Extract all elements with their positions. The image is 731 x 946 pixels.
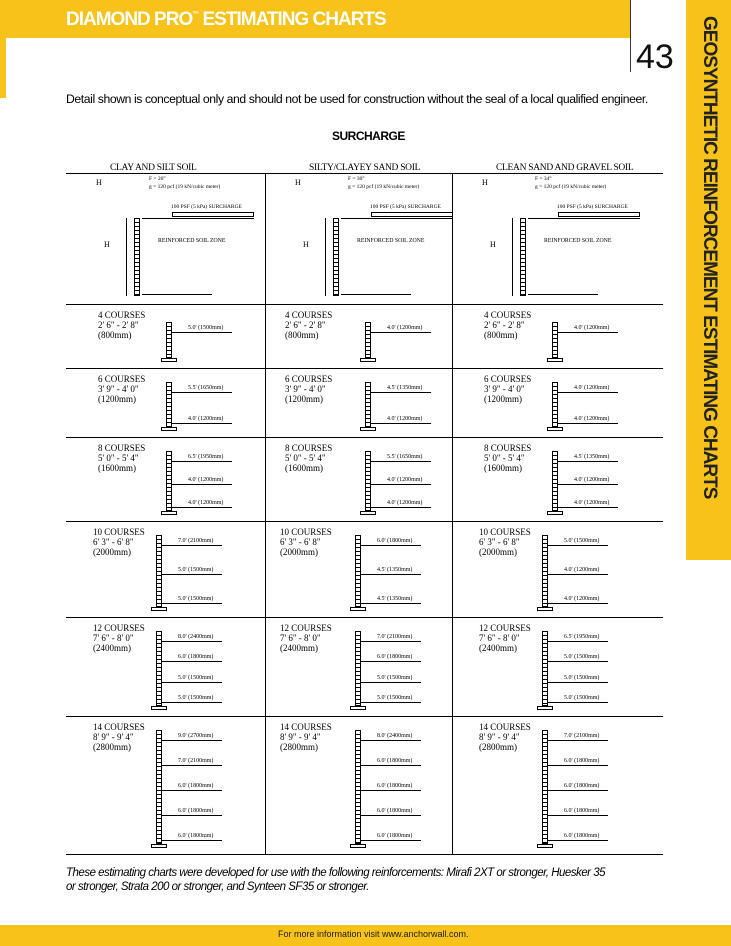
density-label: g = 120 pcf (19 kN/cubic meter)	[535, 184, 607, 190]
grid-line	[66, 437, 663, 438]
wall-section	[333, 218, 339, 296]
wall-footing	[537, 706, 553, 710]
wall-section	[166, 382, 172, 427]
geogrid-length: 5.0' (1500mm)	[377, 695, 413, 701]
row-height-metric: (1200mm)	[484, 394, 522, 404]
geogrid-length: 4.0' (1200mm)	[387, 477, 423, 483]
geogrid-layer	[162, 661, 222, 662]
row-courses: 12 COURSES	[479, 623, 531, 633]
geogrid-layer	[162, 641, 222, 642]
row-height-range: 7' 6" - 8' 0"	[280, 633, 321, 643]
geogrid-length: 5.0' (1500mm)	[178, 596, 214, 602]
reinforced-zone-base	[528, 294, 598, 295]
geogrid-length: 6.0' (1800mm)	[564, 808, 600, 814]
row-courses: 10 COURSES	[479, 527, 531, 537]
geogrid-length: 5.5' (1650mm)	[387, 454, 423, 460]
grid-line	[66, 854, 663, 855]
row-height-metric: (800mm)	[484, 330, 518, 340]
geogrid-layer	[172, 461, 232, 462]
geogrid-length: 4.0' (1200mm)	[188, 477, 224, 483]
geogrid-length: 6.0' (1800mm)	[564, 833, 600, 839]
surcharge-label: 100 PSF (5 kPa) SURCHARGE	[557, 204, 628, 210]
friction-label: F = 34°	[535, 176, 552, 182]
row-height-range: 7' 6" - 8' 0"	[479, 633, 520, 643]
geogrid-layer	[558, 461, 618, 462]
geogrid-layer	[361, 603, 421, 604]
row-height-range: 7' 6" - 8' 0"	[93, 633, 134, 643]
grid-line	[66, 368, 663, 369]
geogrid-length: 5.0' (1500mm)	[178, 567, 214, 573]
geogrid-length: 6.0' (1800mm)	[377, 833, 413, 839]
geogrid-layer	[162, 790, 222, 791]
friction-label: F = 30°	[348, 176, 365, 182]
row-courses: 8 COURSES	[285, 443, 333, 453]
wall-footing	[350, 844, 366, 848]
header-accent	[0, 38, 6, 98]
column-header: SILTY/CLAYEY SAND SOIL	[309, 163, 421, 173]
wall-footing	[547, 427, 563, 431]
geogrid-length: 5.0' (1500mm)	[178, 695, 214, 701]
page-number: 43	[636, 38, 674, 76]
geogrid-layer	[361, 765, 421, 766]
geogrid-layer	[548, 840, 608, 841]
height-label: H	[96, 178, 102, 187]
height-dimension	[512, 218, 513, 296]
geogrid-length: 4.0' (1200mm)	[574, 385, 610, 391]
row-height-metric: (2400mm)	[93, 643, 131, 653]
row-height-metric: (1600mm)	[484, 463, 522, 473]
geogrid-layer	[548, 765, 608, 766]
row-height-metric: (2000mm)	[93, 547, 131, 557]
geogrid-length: 6.0' (1800mm)	[377, 538, 413, 544]
row-height-metric: (2400mm)	[280, 643, 318, 653]
geogrid-layer	[558, 332, 618, 333]
geogrid-length: 7.0' (2100mm)	[377, 634, 413, 640]
grid-line	[66, 173, 663, 174]
wall-footing	[350, 607, 366, 611]
geogrid-layer	[548, 603, 608, 604]
geogrid-length: 4.5' (1350mm)	[574, 454, 610, 460]
geogrid-length: 4.0' (1200mm)	[574, 477, 610, 483]
row-height-range: 2' 6" - 2' 8"	[484, 320, 525, 330]
geogrid-length: 4.0' (1200mm)	[564, 596, 600, 602]
row-height-range: 6' 3" - 6' 8"	[93, 537, 134, 547]
geogrid-length: 4.0' (1200mm)	[387, 325, 423, 331]
geogrid-layer	[172, 332, 232, 333]
header-divider	[630, 0, 631, 72]
surcharge-label: 100 PSF (5 kPa) SURCHARGE	[171, 204, 242, 210]
geogrid-layer	[548, 740, 608, 741]
wall-footing	[161, 427, 177, 431]
wall-footing	[537, 607, 553, 611]
wall-section	[552, 451, 558, 511]
footer-text: For more information visit www.anchorwall.com.	[278, 929, 469, 939]
geogrid-length: 7.0' (2100mm)	[178, 538, 214, 544]
surcharge-load	[172, 212, 254, 217]
wall-section	[156, 631, 162, 706]
geogrid-length: 8.0' (2400mm)	[377, 733, 413, 739]
surcharge-label: 100 PSF (5 kPa) SURCHARGE	[370, 204, 441, 210]
geogrid-layer	[548, 790, 608, 791]
grid-line	[66, 716, 663, 717]
height-label: H	[303, 240, 309, 249]
wall-footing	[151, 844, 167, 848]
wall-section	[552, 322, 558, 358]
density-label: g = 120 pcf (19 kN/cubic meter)	[348, 184, 420, 190]
grid-line	[66, 521, 663, 522]
wall-footing	[350, 706, 366, 710]
geogrid-layer	[548, 815, 608, 816]
geogrid-layer	[371, 423, 431, 424]
wall-section	[552, 382, 558, 427]
wall-footing	[360, 427, 376, 431]
column-header: CLEAN SAND AND GRAVEL SOIL	[496, 163, 634, 173]
surcharge-load	[558, 212, 640, 217]
row-height-metric: (2800mm)	[93, 742, 131, 752]
height-label: H	[295, 178, 301, 187]
row-height-metric: (2000mm)	[280, 547, 318, 557]
reinforced-zone-base	[341, 294, 411, 295]
reinforced-zone-label: REINFORCED SOIL ZONE	[544, 238, 612, 244]
wall-section	[134, 218, 140, 296]
geogrid-layer	[371, 332, 431, 333]
geogrid-layer	[371, 507, 431, 508]
geogrid-layer	[558, 507, 618, 508]
geogrid-length: 4.5' (1350mm)	[377, 567, 413, 573]
geogrid-length: 6.0' (1800mm)	[377, 808, 413, 814]
geogrid-length: 6.0' (1800mm)	[178, 654, 214, 660]
row-courses: 10 COURSES	[93, 527, 145, 537]
reinforced-zone-top	[528, 218, 640, 219]
geogrid-length: 4.0' (1200mm)	[188, 500, 224, 506]
geogrid-length: 4.0' (1200mm)	[387, 416, 423, 422]
geogrid-layer	[548, 545, 608, 546]
row-height-metric: (1600mm)	[98, 463, 136, 473]
geogrid-length: 6.0' (1800mm)	[377, 783, 413, 789]
geogrid-layer	[371, 392, 431, 393]
wall-footing	[161, 511, 177, 515]
row-height-range: 3' 9" - 4' 0"	[98, 384, 139, 394]
row-courses: 14 COURSES	[280, 722, 332, 732]
geogrid-length: 6.0' (1800mm)	[178, 783, 214, 789]
geogrid-length: 7.0' (2100mm)	[178, 758, 214, 764]
geogrid-layer	[361, 545, 421, 546]
height-label: H	[490, 240, 496, 249]
reinforced-zone-label: REINFORCED SOIL ZONE	[158, 238, 226, 244]
wall-section	[520, 218, 526, 296]
row-height-range: 5' 0" - 5' 4"	[98, 453, 139, 463]
row-courses: 12 COURSES	[93, 623, 145, 633]
geogrid-layer	[361, 641, 421, 642]
geogrid-length: 6.0' (1800mm)	[564, 783, 600, 789]
geogrid-length: 4.0' (1200mm)	[188, 416, 224, 422]
reinforced-zone-top	[142, 218, 254, 219]
row-height-metric: (800mm)	[98, 330, 132, 340]
row-courses: 6 COURSES	[484, 374, 532, 384]
row-courses: 8 COURSES	[484, 443, 532, 453]
footnote: These estimating charts were developed for use with the following reinforcements: Mirafi 2XT or stronger, Huesker 35 or stronger, Strata 200 or stronger, and Synteen SF35 or stronger.	[66, 867, 606, 893]
geogrid-layer	[371, 461, 431, 462]
geogrid-length: 5.0' (1500mm)	[377, 675, 413, 681]
row-height-range: 2' 6" - 2' 8"	[285, 320, 326, 330]
row-height-metric: (1600mm)	[285, 463, 323, 473]
geogrid-layer	[361, 790, 421, 791]
geogrid-layer	[361, 574, 421, 575]
grid-line	[265, 173, 266, 854]
geogrid-layer	[162, 815, 222, 816]
geogrid-layer	[558, 392, 618, 393]
geogrid-layer	[361, 740, 421, 741]
geogrid-length: 4.0' (1200mm)	[387, 500, 423, 506]
wall-footing	[151, 706, 167, 710]
geogrid-length: 5.0' (1500mm)	[564, 675, 600, 681]
geogrid-layer	[361, 702, 421, 703]
disclaimer-text: Detail shown is conceptual only and should not be used for construction without the seal of a local qualified engineer.	[66, 92, 648, 106]
density-label: g = 120 pcf (19 kN/cubic meter)	[149, 184, 221, 190]
wall-footing	[547, 511, 563, 515]
side-tab-label: GEOSYNTHETIC REINFORCEMENT ESTIMATING CHARTS	[699, 16, 720, 499]
row-courses: 6 COURSES	[285, 374, 333, 384]
geogrid-length: 4.0' (1200mm)	[574, 325, 610, 331]
geogrid-layer	[371, 484, 431, 485]
wall-footing	[360, 511, 376, 515]
row-height-range: 8' 9" - 9' 4"	[93, 732, 134, 742]
geogrid-layer	[361, 661, 421, 662]
row-courses: 4 COURSES	[98, 310, 146, 320]
wall-footing	[547, 358, 563, 362]
height-dimension	[126, 218, 127, 296]
geogrid-layer	[162, 574, 222, 575]
row-height-range: 5' 0" - 5' 4"	[285, 453, 326, 463]
geogrid-layer	[162, 682, 222, 683]
geogrid-layer	[548, 682, 608, 683]
row-height-metric: (2000mm)	[479, 547, 517, 557]
wall-section	[156, 730, 162, 844]
wall-section	[355, 631, 361, 706]
geogrid-layer	[361, 682, 421, 683]
row-height-range: 6' 3" - 6' 8"	[479, 537, 520, 547]
geogrid-layer	[162, 765, 222, 766]
geogrid-layer	[361, 815, 421, 816]
geogrid-length: 5.0' (1500mm)	[178, 675, 214, 681]
row-height-metric: (1200mm)	[98, 394, 136, 404]
wall-section	[365, 451, 371, 511]
geogrid-layer	[548, 574, 608, 575]
row-height-range: 2' 6" - 2' 8"	[98, 320, 139, 330]
row-height-range: 8' 9" - 9' 4"	[280, 732, 321, 742]
geogrid-layer	[172, 392, 232, 393]
chart-title: SURCHARGE	[332, 129, 405, 143]
wall-section	[542, 631, 548, 706]
grid-line	[452, 173, 453, 854]
geogrid-length: 6.5' (1950mm)	[188, 454, 224, 460]
row-height-range: 3' 9" - 4' 0"	[484, 384, 525, 394]
row-height-metric: (2800mm)	[280, 742, 318, 752]
row-courses: 8 COURSES	[98, 443, 146, 453]
row-courses: 4 COURSES	[285, 310, 333, 320]
geogrid-length: 6.0' (1800mm)	[178, 808, 214, 814]
height-dimension	[325, 218, 326, 296]
row-height-metric: (2800mm)	[479, 742, 517, 752]
geogrid-layer	[162, 603, 222, 604]
row-courses: 4 COURSES	[484, 310, 532, 320]
geogrid-length: 5.0' (1500mm)	[188, 325, 224, 331]
geogrid-length: 6.0' (1800mm)	[564, 758, 600, 764]
geogrid-layer	[162, 840, 222, 841]
height-label: H	[104, 240, 110, 249]
geogrid-layer	[162, 740, 222, 741]
row-height-range: 8' 9" - 9' 4"	[479, 732, 520, 742]
row-courses: 14 COURSES	[479, 722, 531, 732]
geogrid-layer	[361, 840, 421, 841]
row-height-range: 6' 3" - 6' 8"	[280, 537, 321, 547]
geogrid-length: 5.0' (1500mm)	[564, 654, 600, 660]
geogrid-length: 6.0' (1800mm)	[377, 654, 413, 660]
wall-section	[542, 730, 548, 844]
wall-footing	[161, 358, 177, 362]
geogrid-length: 6.5' (1950mm)	[564, 634, 600, 640]
row-height-range: 5' 0" - 5' 4"	[484, 453, 525, 463]
estimating-chart	[66, 126, 663, 854]
reinforced-zone-label: REINFORCED SOIL ZONE	[357, 238, 425, 244]
reinforced-zone-base	[142, 294, 212, 295]
geogrid-length: 6.0' (1800mm)	[377, 758, 413, 764]
geogrid-length: 8.0' (2400mm)	[178, 634, 214, 640]
geogrid-length: 4.0' (1200mm)	[574, 416, 610, 422]
geogrid-layer	[548, 661, 608, 662]
column-header: CLAY AND SILT SOIL	[110, 163, 197, 173]
row-courses: 14 COURSES	[93, 722, 145, 732]
row-courses: 10 COURSES	[280, 527, 332, 537]
wall-section	[355, 730, 361, 844]
wall-section	[166, 451, 172, 511]
surcharge-load	[371, 212, 453, 217]
geogrid-length: 5.0' (1500mm)	[564, 538, 600, 544]
geogrid-length: 4.0' (1200mm)	[574, 500, 610, 506]
geogrid-length: 4.5' (1350mm)	[377, 596, 413, 602]
geogrid-layer	[548, 702, 608, 703]
geogrid-layer	[162, 545, 222, 546]
geogrid-layer	[172, 507, 232, 508]
geogrid-length: 4.0' (1200mm)	[564, 567, 600, 573]
wall-section	[365, 382, 371, 427]
geogrid-layer	[558, 423, 618, 424]
geogrid-length: 9.0' (2700mm)	[178, 733, 214, 739]
wall-section	[166, 322, 172, 358]
grid-line	[66, 617, 663, 618]
geogrid-layer	[558, 484, 618, 485]
geogrid-layer	[162, 702, 222, 703]
geogrid-layer	[548, 641, 608, 642]
geogrid-length: 7.0' (2100mm)	[564, 733, 600, 739]
row-courses: 12 COURSES	[280, 623, 332, 633]
geogrid-length: 4.5' (1350mm)	[387, 385, 423, 391]
friction-label: F = 26°	[149, 176, 166, 182]
wall-footing	[151, 607, 167, 611]
wall-footing	[360, 358, 376, 362]
geogrid-layer	[172, 484, 232, 485]
wall-footing	[537, 844, 553, 848]
page-title: DIAMOND PRO™ ESTIMATING CHARTS	[66, 9, 386, 30]
row-height-metric: (1200mm)	[285, 394, 323, 404]
reinforced-zone-top	[341, 218, 453, 219]
geogrid-length: 5.5' (1650mm)	[188, 385, 224, 391]
grid-line	[66, 304, 663, 305]
row-height-metric: (2400mm)	[479, 643, 517, 653]
geogrid-length: 6.0' (1800mm)	[178, 833, 214, 839]
row-height-range: 3' 9" - 4' 0"	[285, 384, 326, 394]
row-height-metric: (800mm)	[285, 330, 319, 340]
geogrid-layer	[172, 423, 232, 424]
wall-section	[365, 322, 371, 358]
height-label: H	[482, 178, 488, 187]
geogrid-length: 5.0' (1500mm)	[564, 695, 600, 701]
row-courses: 6 COURSES	[98, 374, 146, 384]
